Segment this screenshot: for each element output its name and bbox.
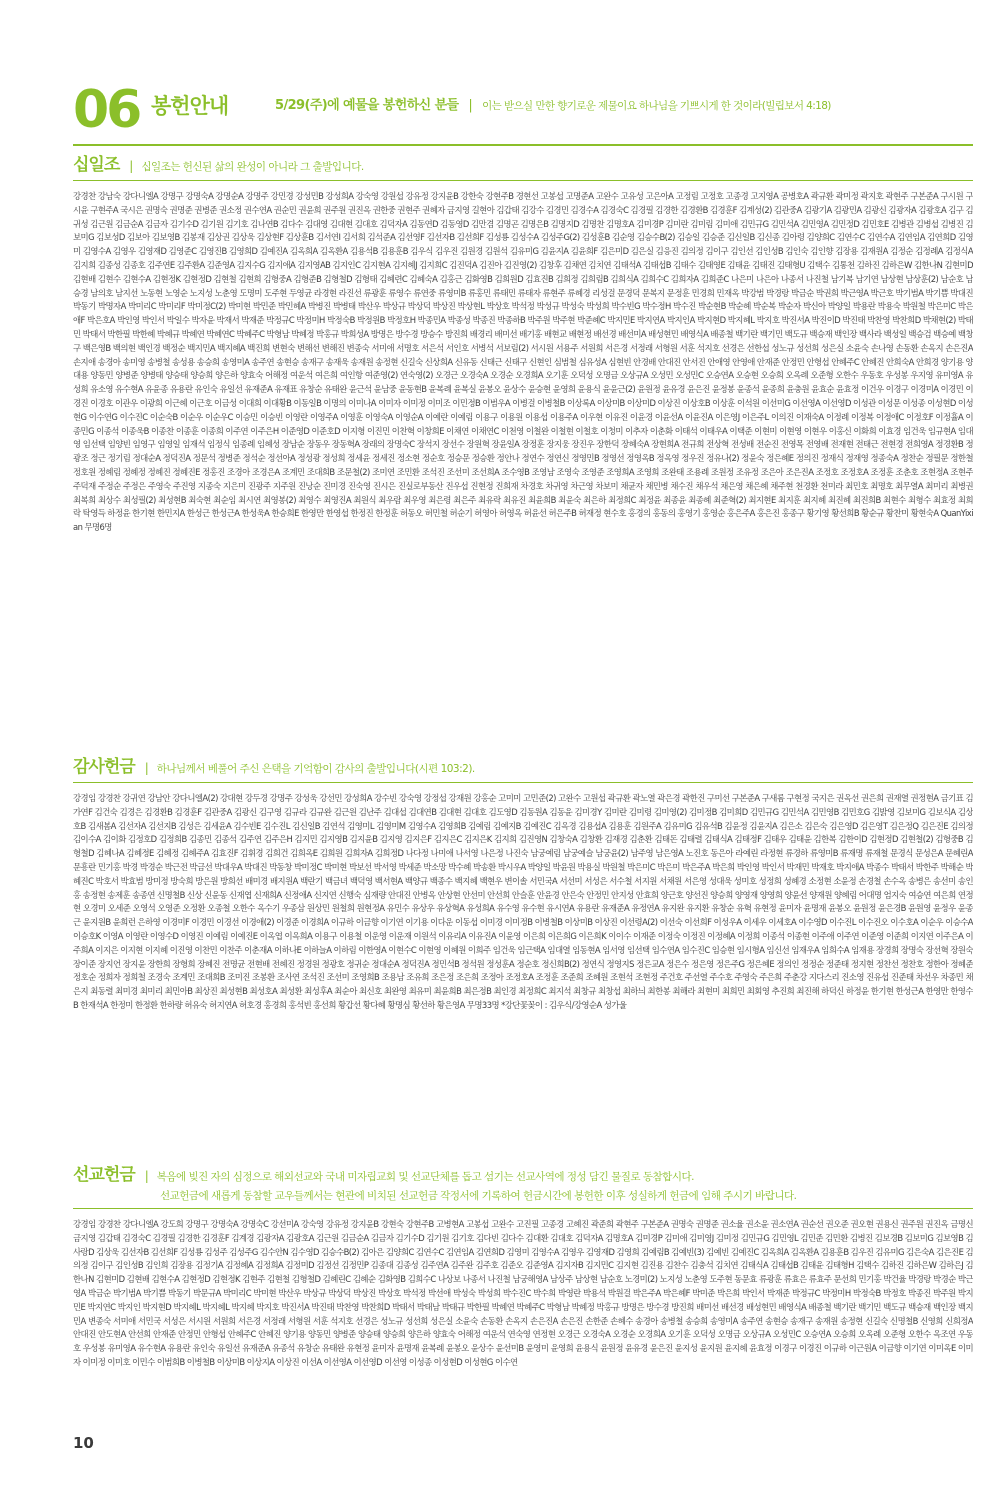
- thanksgiving-separator: |: [144, 761, 149, 775]
- thanksgiving-heading: [73, 752, 973, 783]
- page-number: 10: [73, 1434, 94, 1452]
- thanksgiving-donor-list: 강경임 강경찬 강귀연 강남안 강다니엘A(2) 강대현 강두경 강명주 강성욱 강선민 강성희A 강수빈 강숙영 강정섭 강재원 강홍순 고미미 고민준(2) 고완수 고원섭 곽규환 곽노열 곽은경 곽한진 구미선 구본준A 구새롬 구현정 국지은 권옥선 권은희 권재열 권정현A 금기표 김가연F 김건숙 김경은 김경환B 김경훈F 김관중A 김광신 김구영 김규라 김규완 김근원 김난주 김대섭 김대연B 김대현 김대호 김도영D 김동원A 김동윤 김미경Y 김미란 김미령 김미영(2) 김미정B 김미희D 김민규G 김민석A 김민영B 김민호G 김밝영 김보미G 김보식A 김상호B 김새봄A 김선자A 김선지B 김성은 김세윤A 김수빈E 김수진L 김신일B 김연석 김영미L 김영미M 김영수A 김영희B 김예림 김예지B 김예진C 김옥경 김용섭A 김용훈 김원주A 김유미G 김유석B 김윤정 김윤지A 김은소 김은숙 김은영D 김은영T 김은정Q 김은진E 김의정 김이수A 김이화 김정호D 김정희B 김종민 김종석 김주연 김주은H 김지민 김지영B 김지윤B 김지영 김지은F 김지은C 김지은K 김지희 김진영N 김창숙A 김창환 김재경 김춘환 김태돈 김태렬 김태식A 김태정F 김태우 김태윤 김한복 김한이D 김현정D 김현철(2) 김형중B 김형철D 김혜나A 김혜정E 김혜정 김혜주A 김효진F 김휘경 김희건 김희옥E 김희원 김희자A 김희정D 나다정 나미애 나서영 나은정 나진숙 남궁예림 남궁예슬 남궁윤(2) 남주영 남은영A 노진호 동은아 라예린 라정현 류경하 류영미B 류재명 류재철 문경식 문성은A 문혜린A 문흥란 민기홍 박경 박경순 박근전 박금선 박대우A 박대진 박동창 박미정C 박미현 박보선 박서영 박세준 박소망 박수혜 박송환 박시우A 박양일 박윤원 박용실 박원철 박은미C 박은미 박은주A 박은희 박인영 박인서 박재민 박재호 박지애A 박종수 박태서 박한주 박해순 박혜진C 박호서 박효범 방미정 방숙희 방은원 방희선 배미경 배지원A 백란기 백금녀 백덕영 백서현A 백양규 백종수 백지혜 백현우 변이솔 서민국A 서선미 서성은 서수철 서지원 서채원 서은영 성대욱 성미호 성정희 성혜경 소정현 소윤정 손경철 손수옥 송병은 송선미 송인홍 송정현 송제훈 송종연 신명철B 신상 신윤동 신재엽 신재희A 신정애A 신지연 신행숙 심재량 안대진 안병옥 안상현 안선미 안선희 안슬훈 안윤경 안은숙 안정민 안지성 안효희 양근호 양선진 양승희 양영재 양영희 양윤선 양재원 양혜림 어대명 엄지숙 여승연 여은희 연정현 오경미 오세준 오영석 오영준 오정환 오종철 오한수 옥수기 우종삼 원상민 원철희 원현정A 유민수 유상우 유상혁A 유성희A 유수영 유수현 유시연A 유용란 유재준A 유정연A 유지완 유지환 유창순 유혁 유현정 윤미자 윤명재 윤봉오 윤원정 윤은경B 윤원영 윤정우 윤종근 윤지원B 윤희런 은하영 이경미F 이경민 이경선 이경애(2) 이경준 이경희A 이규하 이금향 이기연 이기용 이다운 이동섭 이미경 이미정B 이병철B 이상미B 이상진 이선령A(2) 이선숙 이선희F 이성우A 이세우 이세호A 이수영D 이수진L 이수진오 이수호A 이순우 이승수A 이승호K 이영A 이영란 이영수D 이영진 이예림 이예진E 이옥엽 이옥희A 이용구 이용철 이운영 이운재 이원석 이유리A 이유진A 이윤영 이은희 이은희G 이은희K 이이수 이재준 이정숙 이정진 이정혜A 이정희 이종석 이종현 이주애 이주연 이준영 이준희 이지연 이주은A 이주희A 이지은 이지현 이지혜 이진영 이찬민 이찬주 이춘재A 이하나E 이하늘A 이하림 이한영A 이현수C 이현영 이혜원 이희주 임건욱 임근택A 임대열 임동현A 임서영 임선택 임수연A 임수진C 임승현 임시형A 임신선 임재우A 임희수A 임재용 장경희 장명숙 장선혁 장원숙 장이준 장지언 장지윤 장한희 장형희 장혜진 전명균 전현배 전혜진 정경원 정광호 정귀순 정대순A 정덕진A 정민석B 정석원 정성훈A 정순호 정신희B(2) 정연식 정영지S 정은교A 정은수 정은영 정은주G 정은혜E 정의인 정정순 정준태 정지현 정찬선 정찬호 정한아 정혜준 정호순 정희자 정희철 조경숙 조계민 조대희B 조미진 조봉환 조사연 조석진 조선미 조영희B 조용남 조유희 조은정 조은희 조정아 조정호A 조정훈 조준희 조혜원 조현석 조현정 주건호 주선열 주수호 주영숙 주은희 주춘강 지다스리 진소영 진유섭 진준태 차선우 차종민 채은지 최동렬 최미경 최미리 최민아B 최상진 최성현B 최성호A 최성환 최성후A 최순아 최신호 최완영 최유미 최윤희B 최은정B 최인경 최정희C 최지석 최창규 최창섭 최하늬 최한봉 최해라 최현미 최희민 최회영 추진희 최진해 하덕신 하정윤 한기현 한성근A 한영만 한영수B 한재석A 한정미 한정환 한하량 허유숙 허지연A 허호경 홍경희 홍석빈 홍선희 황갑선 황다혜 황명심 황선하 황은영A 무명33명 *강단꽃꽂이 : 김우식/강영순A 성가울: [73, 793, 973, 1010]
- mission-section: [73, 1160, 973, 1442]
- section-number: 06: [73, 80, 140, 140]
- thanksgiving-section: [73, 752, 973, 1177]
- header-subtitle: 5/29(주)에 예물을 봉헌하신 분들: [275, 98, 459, 113]
- mission-title: 선교헌금: [73, 1165, 135, 1185]
- tithe-description: 십일조는 헌신된 삶의 완성이 아니라 그 출발입니다.: [141, 161, 364, 173]
- thanksgiving-description: 하나님께서 베풀어 주신 은택을 기억함이 감사의 출발입니다(시편 103:2).: [156, 763, 475, 775]
- header-subtitle-line: [275, 94, 831, 113]
- tithe-section: [73, 150, 973, 760]
- mission-donor-list: 강경임 강경찬 강다니엘A 강도희 강명구 강명숙A 강명숙C 강선미A 강숙영 강유정 강지윤B 강현숙 강현주B 고병현A 고봉섭 고완수 고진필 고종경 고혜진 곽준희 곽현주 구본준A 권명숙 권명준 권소율 권소윤 권소연A 권순선 권오준 권오현 권용신 권주원 권진옥 금명신 금지영 김갑태 김경숙C 김경필 김경한 김경훈F 김계경 김광자A 김광호A 김근원 김금순A 김금자 김기수D 김기원 김기호 김다빈 김다수 김대환 김대호 김덕자A 김명호A 김미경P 김미애 김미영J 김미정 김민규G 김민영L 김민준 김민환 김병진 김보경B 김보미G 김보영B 김사랑D 김상욱 김선자B 김선희F 김성룡 김성주 김성주G 김수안N 김수영D 김승수B(2) 김아은 김양희C 김연수C 김연임A 김연희D 김영미 김영수A 김영우 김영재D 김영희 김예림B 김예빈(3) 김예빈 김예진C 김옥희A 김옥환A 김용훈B 김우진 김유미G 김은숙A 김은진E 김의정 김이구 김인성B 김인희 김장용 김정기A 김정혜A 김정희A 김정미D 김정선 김정민P 김종대 김종성 김주연A 김주완 김주호 김준오 김준영A 김지자B 김지민C 김지현 김진용 김찬수 김충석 김치연 김태식A 김태섭B 김태윤 김태형H 김택수 김하진 김하은W 김하은J 김한나N 김현미D 김현배 김현수A 김현정D 김현정K 김현주 김현철 김형철D 김혜린C 김혜순 김화영B 김희수C 나상보 나종서 나진철 남궁해영A 남상주 남상현 남순호 노경미(2) 노지성 노춘영 도주현 동문효 류광훈 류효은 류효주 문선희 민기홍 박건율 박경랑 박경순 박근영A 박금순 박기범A 박기쁨 박동기 박문규A 박미리C 박미현 박산우 박상규 박상덕 박상진 박상호 박석정 박선애 박성숙 박성희 박수진C 박수희 박영란 박용석 박원걸 박은주A 박은혜F 박미준 박은희 박인서 박재준 박정규C 박정미H 박정숙B 박정호 박종진 박주원 박지민E 박지연C 박지인 박지현D 박지혜L 박지혜L 박지혜 박지호 박진서A 박진태 박찬영 박찬희D 박태서 박태남 박태규 박한필 박혜연 박혜주C 박형남 박혜정 박홍규 방명은 방수경 방진희 배미선 배선경 배성현민 배영식A 배종철 백기란 백기민 백도규 백승재 백인장 백지민A 변종숙 서미애 서민국 서성은 서시원 서원희 서은경 서정래 서형원 서훈 석지호 선경은 성노규 성선희 성은실 소윤숙 손동환 손옥지 손은진A 손은진 손한준 손혜수 송경아 송병철 송승희 송영미A 송주연 송현승 송재구 송재원 송정현 신길숙 신명철B 신영희 신희정A 안대진 안도현A 안선희 안재준 안정민 안형섭 안혜주C 안혜진 양기용 양동민 양병준 양승태 양승희 양은하 양효숙 어해정 여운석 연숙영 연정현 오경근 오경숙A 오경순 오경희A 오기훈 오덕성 오명금 오상규A 오성민C 오승연A 오승희 오옥례 오준형 오한수 옥조연 우동호 우성봉 유미영A 유수현A 유용란 유인숙 유일선 유재준A 유종석 유창순 유태완 유현정 윤미자 윤명재 윤복례 윤봉오 윤상수 윤선미B 윤영미 윤영희 윤용식 윤원정 윤유경 윤은진 윤지성 윤지원 윤지혜 윤효정 이경구 이경진 이규하 이근원A 이금향 이기연 이미옥E 이미자 이미정 이미호 이민수 이범희B 이병철B 이상미B 이상지A 이상진 이선A 이선영A 이선영D 이선영 이성종 이성현D 이성현G 이수연: [73, 1219, 973, 1367]
- tithe-separator: |: [129, 159, 134, 173]
- section-title: 봉헌안내: [151, 94, 229, 118]
- header-separator: |: [468, 98, 473, 113]
- thanksgiving-title: 감사헌금: [73, 757, 135, 777]
- tithe-donor-list: 강경찬 강남숙 강다니엘A 강명구 강명숙A 강명순A 강명주 강민경 강성민B 강성희A 강숙영 강원섭 강유정 강지윤B 강한숙 강현주B 경현선 고봉섭 고명준A 고완수 고유성 고은아A 고정림 고정호 고종경 고지영A 공병호A 곽규환 곽미정 곽지호 곽현주 구본준A 구시원 구시윤 구현주A 국시은 권명숙 권명준 권병준 권소정 권수연A 권순민 권윤희 권주원 권진옥 권한중 권현주 권혜자 금지영 길현아 김갑태 김강수 김경민 김경수A 김경숙C 김경필 김경한 김경환B 김경훈F 김계성(2) 김관중A 김광기A 김광민A 김광신 김광자A 김광호A 김구 김귀성 김근원 김금순A 김금자 김기수D 김기원 김기호 김나연B 김다수 김대영 김대현 김대호 김덕자A 김동연D 김동영D 김만겸 김명곤 김명은B 김명지D 김명찬 김명호A 김미경P 김미란 김미림 김미애 김민규G 김민석A 김민영A 김민정D 김민호E 김병관 김병섭 김병진 김보미G 김보성D 김보아 김보영B 김봉재 김상권 김상욱 김상현F 김상훈B 김서연I 김서희 김석준A 김선영F 김선자B 김선희F 김성룡 김성수A 김성주G(2) 김성훈B 김순영 김승수B(2) 김승일 김승준 김신일B 김신종 김아령 김양희C 김연수C 김연수A 김연임A 김연희D 김영미 김영수A 김영우 김영재D 김영준C 김영진B 김영희D 김예진A 김옥희A 김옥환A 김용석B 김용훈B 김우식 김우진 김원경 김원석 김유미G 김윤지A 김윤희F 김은미D 김은실 김응진 김의정 김이구 김인선 김인성B 김인숙 김인향 김장용 김재원A 김정순 김정례A 김정식A 김지희 김종성 김종호 김주연E 김주환A 김준영A 김지수G 김지애A 김지영AB 김지인C 김지현A 김지혜J 김지희C 김진덕A 김진아 김진영(2) 김창후 김채연 김치연 김태석A 김태섭B 김태수 김태영E 김태윤 김태진 김태형U 김택수 김통천 김하진 김하은W 김한나N 김현미D 김현배 김현수 김현수A 김현정K 김현정D 김현철 김현희 김형중A 김형준B 김형철D 김형태 김혜련C 김혜숙A 김홍근 김화영B 김희원D 김효진B 김희정 김희림B 김희식A 김희수C 김희자A 김희준C 나은미 나은아 나종서 나진철 남기복 남기연 남상현 남상훈(2) 남순호 남승경 남의호 남지선 노동현 노영순 노지성 노춘영 도명미 도주현 두영균 라경현 라진선 류광훈 류영수 류연중 류영미B 류홍민 류태민 류태자 류현주 류혜경 리성걸 문경덕 문복지 문정훈 민경희 민재옥 박강범 박경랑 박금순 박권희 박근영A 박근호 박기범A 박기쁨 박대진 박동기 박명자A 박미리C 박미리F 박미정C(2) 박미현 박민준 박민혜A 박병진 박병태 박산우 박상규 박상덕 박상진 박상현L 박상호 박석정 박성규 박성숙 박성희 박수빈G 박수정H 박수진 박순현B 박순혜 박순복 박순자 박신아 박양일 박용란 박용숙 박원철 박은미C 박은애F 박은호A 박인영 박인서 박일수 박자윤 박재서 박재준 박정규C 박정미H 박정숙B 박정원B 박정호H 박종민A 박종성 박종진 박종하B 박주원 박주현 박준혜C 박지민E 박지연A 박지인A 박지현D 박지혜L 박지호 박진서A 박진이D 박진태 박찬영 박찬희D 박채현(2) 박태민 박태서 박한필 박한혜 박혜규 박혜연 박혜연C 박혜주C 박형남 박혜정 박홍규 박희성A 방명은 방수경 방승수 방진희 배경리 배미선 배기홍 배현교 배현정 배선경 배선미A 배성현민 배영식A 배종철 백기란 백기민 백도규 백승재 백인장 백사라 백성일 백승검 백승예 백창구 백은영B 백의현 백인경 백정순 백지민A 백지혜A 백진희 변현숙 변해선 변해진 변종숙 서미애 서명호 서은석 서인호 서병석 서보림(2) 서시원 서용주 서원희 서은경 서정래 서형원 서훈 석지호 선경은 선한섭 성노규 성선희 성은실 소윤숙 손나영 손동환 손옥지 손은진A 손지애 송경아 송미영 송병철 송성용 송승희 송영미A 송주연 송현승 송재구 송재욱 송재원 송정현 신길숙 신상희A 신유동 신태근 신태구 신현인 심범철 심유성A 심현빈 안경배 안대진 안서진 안애영 안영애 안재준 안정민 안형섭 안혜주C 안혜진 안희숙A 안희경 양기용 양대용 양동민 양병준 양병태 양승태 양승희 양은하 양효숙 어해정 여운석 여은희 여인항 여준영(2) 연숙영(2) 오경근 오경숙A 오경순 오경희A 오기훈 오덕성 오명금 오상규A 오성민 오성민C 오승연A 오승현 오승희 오옥례 오준형 오한수 우동호 우성봉 우지영 유미영A 유성희 유소영 유수현A 유윤종 유용란 유인숙 유일선 유재준A 유재표 유창순 유태완 윤근석 윤남중 윤동현B 윤복례 윤복실 윤봉오 윤상수 윤승현 윤영희 윤용식 윤윤근(2) 윤원정 윤유경 윤은진 윤정봉 윤종석 윤종희 윤충원 윤효순 윤효정 이건우 이경구 이경미A 이경민 이경진 이경호 이관우 이광희 이근혜 이근호 이금성 이대희 이대황B 이동일B 이명의 이미나A 이미자 이미정 이미조 이민정B 이범우A 이병걸 이병철B 이상록A 이상미B 이상미D 이상진 이상호B 이상훈 이석원 이선미G 이선영A 이선영D 이성관 이성문 이성종 이성현D 이성현G 이수연G 이수진C 이순숙B 이순우 이순우C 이승민 이승빈 이영란 이영주A 이영훈 이영숙A 이영순A 이예란 이예림 이용구 이용원 이용섭 이용주A 이우현 이유진 이윤경 이윤선A 이윤진A 이은영J 이은주L 이의진 이재숙A 이정례 이정복 이정애C 이정호F 이정휼A 이종민G 이종석 이종욱B 이종찬 이종훈 이종희 이주연 이주은H 이준영D 이준호D 이지형 이진민 이찬혁 이창희E 이채연 이채연C 이천영 이철완 이철현 이철호 이청미 이추자 이춘화 이태석 이태우A 이택준 이현미 이현영 이현우 이홍신 이화희 이효경 임건욱 임규현A 임대영 임선택 임양빈 임영구 임영일 임재석 임정식 임종례 임혜성 장남순 장동우 장동혁A 장래의 장명숙C 장석지 장선수 장원혁 장윤일A 장정훈 장지웅 장진우 장한덕 장혜숙A 장현희A 전규희 전상혁 전성배 전순진 전영목 전영배 전재현 전태근 전현경 전희영A 정경환B 정광조 정근 정기림 정대순A 정덕진A 정문석 정병준 정석순 정선아A 정성광 정성희 정세윤 정세진 정소현 정순호 정승문 정승환 정안나 정연수 정연신 정영민B 정영선 정영옥B 정옥영 정우진 정유나(2) 정윤숙 정은혜E 정의진 정재식 정재영 정종숙A 정찬순 정필문 정한철 정호원 정혜림 정혜정 정혜진 정혜진E 정홍진 조경아 조경은A 조계민 조대희B 조문철(2) 조미연 조민환 조석진 조선미 조선희A 조수영B 조영남 조영숙 조영준 조영희A 조영희 조완태 조용례 조원정 조유정 조은아 조은진A 조정호 조정호A 조정훈 조춘호 조현정A 조현주 주덕재 주정순 주정은 주영숙 주진영 지종숙 지은미 진광주 지주원 진낭순 진미경 진숙영 진시은 진실로부동산 진우섭 진현정 진희재 차경호 차귀영 차근영 차보미 채균자 채민병 채수진 채우석 채은영 채은혜 채주현 천경환 천미라 최민호 최명호 최무열A 최미리 최병권 최복희 최상수 최성필(2) 최성현B 최숙현 최순임 최시연 최영봉(2) 최영수 최영진A 최원식 최우람 최우영 최은령 최은주 최유락 최유진 최윤희B 최윤숙 최은하 최정희C 최정윤 최종윤 최종혜 최준혁(2) 최지현E 최지훈 최지혜 최진혜 최진희B 최현수 최형수 최효정 최희락 탁영득 하정윤 한기현 한민지A 한성근 한성근A 한성욱A 한승희E 한영만 한영섭 한정진 한정훈 허동오 허민철 허순기 허영아 허영옥 허윤선 허은주B 허재정 현수호 홍경의 홍동의 홍영기 홍영순 홍은주A 홍은진 홍종구 황기영 황선희B 황순규 황찬미 황현숙A QuanYixian 무명6명: [73, 191, 973, 533]
- header-verse: 이는 받으실 만한 향기로운 제물이요 하나님을 기쁘시게 한 것이라(빌립보서 4:18): [482, 100, 831, 112]
- page-header: [73, 82, 973, 146]
- mission-description: 복음에 빚진 자의 심정으로 해외선교와 국내 미자립교회 및 선교단체를 돕고 섬기는 선교사역에 정성 담긴 물질로 동참합시다.: [156, 1171, 694, 1183]
- mission-description-2: 선교헌금에 새롭게 동참할 교우들께서는 현관에 비치된 선교헌금 작정서에 기록하여 헌금시간에 봉헌한 이후 성실하게 헌금에 임해 주시기 바랍니다.: [73, 1188, 973, 1209]
- mission-heading: [73, 1160, 973, 1185]
- mission-separator: |: [144, 1169, 149, 1183]
- tithe-heading: [73, 150, 973, 181]
- tithe-title: 십일조: [73, 155, 120, 175]
